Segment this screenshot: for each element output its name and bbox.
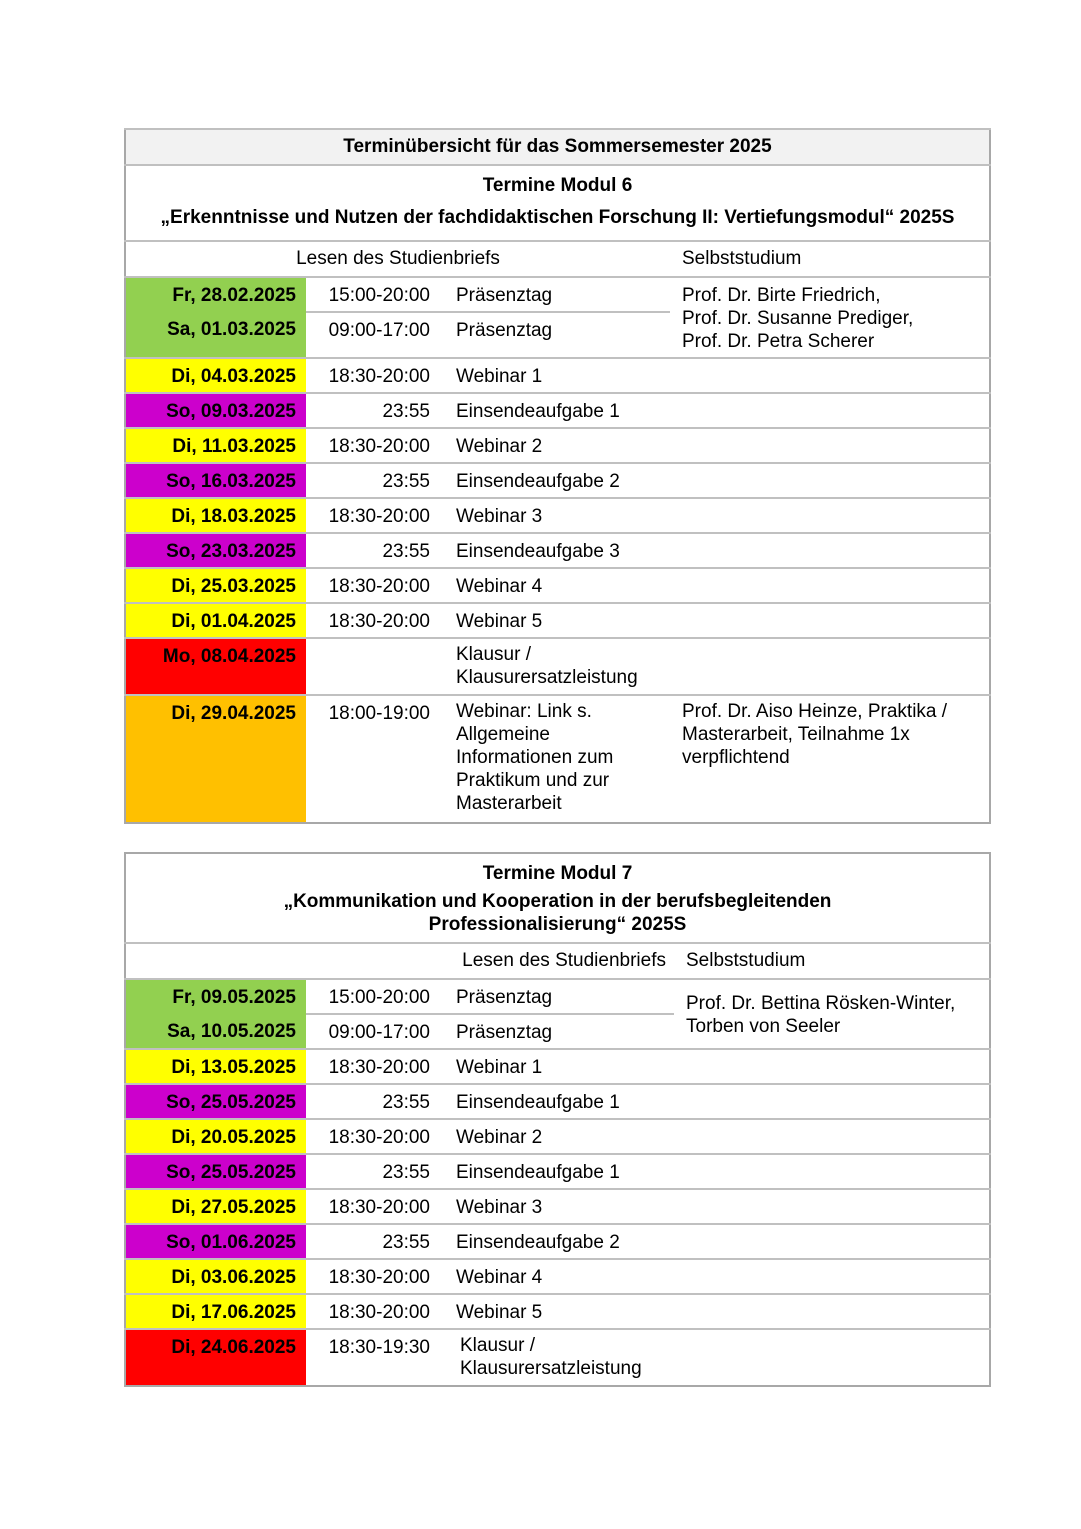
table-row [125,1154,990,1189]
time-cell: 18:30-20:00 [306,1294,444,1329]
date-cell: Di, 01.04.2025 [125,603,306,638]
date-cell: So, 25.05.2025 [125,1084,306,1119]
time-cell: 18:30-20:00 [306,603,444,638]
note-cell [674,1189,990,1224]
date-cell: Fr, 28.02.2025 [125,277,306,312]
time-cell: 15:00-20:00 [306,277,444,312]
module-6-heading [125,165,990,241]
time-cell: 18:30-20:00 [306,568,444,603]
table-row [125,533,990,568]
module-7-subtitle-line-2: Professionalisierung“ 2025S [428,914,687,935]
lecturer-note [670,277,990,358]
time-cell: 23:55 [306,393,444,428]
time-cell: 18:00-19:00 [306,695,444,823]
event-cell: Webinar 1 [444,1049,674,1084]
schedule-table-modul-7 [124,852,991,1387]
event-cell: Einsendeaufgabe 1 [444,1084,674,1119]
time-cell: 23:55 [306,533,444,568]
time-cell: 18:30-20:00 [306,1259,444,1294]
note-cell [674,1119,990,1154]
time-cell: 18:30-20:00 [306,1049,444,1084]
table-row [125,695,990,823]
event-cell: Webinar: Link s. Allgemeine Informationen zum Praktikum und zur Masterarbeit [444,695,670,823]
time-cell: 18:30-20:00 [306,428,444,463]
note-cell [670,603,990,638]
event-cell: Klausur / Klausurersatzleistung [444,638,670,695]
event-cell: Präsenztag [444,312,670,358]
date-cell: Di, 04.03.2025 [125,358,306,393]
event-cell: Präsenztag [444,1014,674,1049]
time-cell: 23:55 [306,1154,444,1189]
note-cell [674,1224,990,1259]
date-cell: Di, 20.05.2025 [125,1119,306,1154]
date-cell: So, 23.03.2025 [125,533,306,568]
time-cell: 23:55 [306,463,444,498]
date-cell: Fr, 09.05.2025 [125,979,306,1014]
date-cell: So, 09.03.2025 [125,393,306,428]
event-cell: Einsendeaufgabe 2 [444,1224,674,1259]
note-cell [670,358,990,393]
time-cell: 09:00-17:00 [306,312,444,358]
column-header-self-study: Selbststudium [670,241,990,277]
date-cell: Di, 24.06.2025 [125,1329,306,1386]
date-cell: Sa, 01.03.2025 [125,312,306,358]
time-cell: 09:00-17:00 [306,1014,444,1049]
module-7-title: Termine Modul 7 [482,863,633,884]
event-cell: Einsendeaufgabe 1 [444,1154,674,1189]
table-row [125,463,990,498]
date-cell: Mo, 08.04.2025 [125,638,306,695]
event-cell: Webinar 1 [444,358,670,393]
date-cell: Di, 03.06.2025 [125,1259,306,1294]
column-header-reading: Lesen des Studienbriefs [125,943,674,979]
event-cell: Klausur / Klausurersatzleistung [444,1329,674,1386]
event-cell: Webinar 5 [444,1294,674,1329]
column-header-reading: Lesen des Studienbriefs [125,241,670,277]
date-cell: Di, 17.06.2025 [125,1294,306,1329]
lecturer-line: Prof. Dr. Petra Scherer [682,331,875,352]
date-cell: Di, 25.03.2025 [125,568,306,603]
lecturer-line: Torben von Seeler [686,1016,841,1037]
table-row [125,1084,990,1119]
time-cell: 23:55 [306,1084,444,1119]
date-cell: Di, 29.04.2025 [125,695,306,823]
note-cell [674,1294,990,1329]
module-7-heading [125,853,990,943]
time-cell: 15:00-20:00 [306,979,444,1014]
event-cell: Präsenztag [444,979,674,1014]
note-cell [670,568,990,603]
table-row [125,1119,990,1154]
date-cell: So, 25.05.2025 [125,1154,306,1189]
note-cell [670,463,990,498]
note-cell [674,1329,990,1386]
time-cell: 23:55 [306,1224,444,1259]
table-row [125,1329,990,1386]
note-cell [674,1049,990,1084]
time-cell: 18:30-20:00 [306,1119,444,1154]
table-row [125,358,990,393]
table-row [125,393,990,428]
lecturer-line: Prof. Dr. Susanne Prediger, [682,308,914,329]
date-cell: So, 16.03.2025 [125,463,306,498]
table-row [125,277,990,312]
event-cell: Webinar 4 [444,1259,674,1294]
time-cell: 18:30-19:30 [306,1329,444,1386]
table-row [125,428,990,463]
note-cell [670,428,990,463]
table-row [125,1189,990,1224]
table-row [125,979,990,1014]
event-cell: Webinar 4 [444,568,670,603]
event-cell: Webinar 2 [444,428,670,463]
event-cell: Einsendeaufgabe 2 [444,463,670,498]
event-cell: Webinar 3 [444,498,670,533]
module-7-subtitle-line-1: „Kommunikation und Kooperation in der berufsbegleitenden [283,891,832,912]
note-cell [670,533,990,568]
table-row [125,1259,990,1294]
event-cell: Webinar 2 [444,1119,674,1154]
event-cell: Präsenztag [444,277,670,312]
lecturer-line: Prof. Dr. Birte Friedrich, [682,285,881,306]
note-cell: Prof. Dr. Aiso Heinze, Praktika / Masterarbeit, Teilnahme 1x verpflichtend [670,695,990,823]
lecturer-line: Prof. Dr. Bettina Rösken-Winter, [686,993,956,1014]
event-cell: Webinar 3 [444,1189,674,1224]
table-row [125,603,990,638]
date-cell: Di, 11.03.2025 [125,428,306,463]
note-cell [674,1084,990,1119]
date-cell: Di, 27.05.2025 [125,1189,306,1224]
time-cell [306,638,444,695]
time-cell: 18:30-20:00 [306,358,444,393]
note-cell [670,393,990,428]
table-row [125,498,990,533]
time-cell: 18:30-20:00 [306,498,444,533]
date-cell: Di, 13.05.2025 [125,1049,306,1084]
time-cell: 18:30-20:00 [306,1189,444,1224]
schedule-table-modul-6 [124,128,991,824]
note-cell [674,1154,990,1189]
table-row [125,1224,990,1259]
module-6-title: Termine Modul 6 [482,175,633,196]
date-cell: So, 01.06.2025 [125,1224,306,1259]
document-title: Terminübersicht für das Sommersemester 2025 [125,129,990,165]
lecturer-note [674,979,990,1049]
table-row [125,638,990,695]
date-cell: Di, 18.03.2025 [125,498,306,533]
date-cell: Sa, 10.05.2025 [125,1014,306,1049]
note-cell [670,498,990,533]
event-cell: Einsendeaufgabe 1 [444,393,670,428]
note-cell [670,638,990,695]
table-row [125,1294,990,1329]
event-cell: Einsendeaufgabe 3 [444,533,670,568]
event-cell: Webinar 5 [444,603,670,638]
table-row [125,568,990,603]
module-6-subtitle: „Erkenntnisse und Nutzen der fachdidaktischen Forschung II: Vertiefungsmodul“ 2025S [160,207,955,228]
column-header-self-study: Selbststudium [674,943,990,979]
table-row [125,1049,990,1084]
note-cell [674,1259,990,1294]
